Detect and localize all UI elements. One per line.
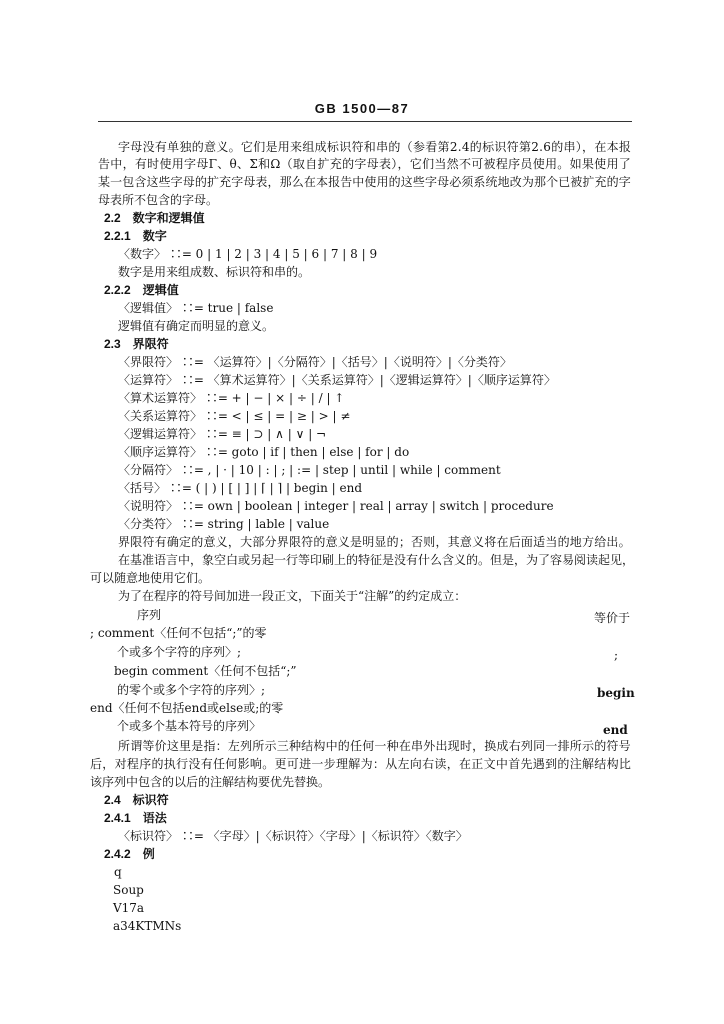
text-line: end〈任何不包括end或else或;的零 [90,701,284,715]
text-line: 告中，有时使用字母Γ、θ、Σ和Ω（取自扩充的字母表），它们当然不可被程序员使用。如果使用了 [98,157,632,171]
text-line: 后，对程序的执行没有任何影响。更可进一步理解为：从左向右读，在正文中首先遇到的注解结构比 [90,757,632,771]
text-line: 可以随意地使用它们。 [90,571,211,585]
text-line: 界限符有确定的意义，大部分界限符的意义是明显的；否则，其意义将在后面适当的地方给出。 [118,535,631,549]
text-line: 字母没有单独的意义。它们是用来组成标识符和串的（参看第2.4的标识符第2.6的串），在本报 [118,140,632,154]
header-rule [98,121,632,122]
text-line: 的零个或多个字符的序列〉; [117,683,266,697]
text-line: ; [614,648,619,662]
text-line: 〈分类符〉 ∷= string | lable | value [118,517,330,531]
text-line: 母表所不包含的字母。 [98,193,219,207]
text-line: 数字是用来组成数、标识符和串的。 [118,265,311,279]
text-line: a34KTMNs [113,919,182,933]
text-line: 〈顺序运算符〉 ∷= goto | if | then | else | for | do [118,445,410,459]
text-line: 〈逻辑值〉 ∷= true | false [118,301,274,315]
text-line: 为了在程序的符号间加进一段正文，下面关于“注解”的约定成立： [118,589,467,603]
text-line: begin [597,686,635,700]
section-heading: 2.4.1 语法 [104,811,167,825]
text-line: 序列 [137,608,162,622]
section-heading: 2.2 数字和逻辑值 [104,211,205,225]
text-line: 〈标识符〉 ∷= 〈字母〉|〈标识符〉〈字母〉|〈标识符〉〈数字〉 [118,829,468,843]
text-line: 〈关系运算符〉 ∷= < | ≤ | = | ≥ | > | ≠ [118,409,351,423]
text-line: 逻辑值有确定而明显的意义。 [118,319,275,333]
text-line: 〈算术运算符〉 ∷= + | − | × | ÷ | / | ↑ [118,391,345,405]
text-line: 个或多个基本符号的序列〉 [117,719,262,733]
text-line: V17a [113,901,145,915]
section-heading: 2.4 标识符 [104,793,169,807]
page-header: GB 1500—87 [314,101,410,116]
text-line: 某一包含这些字母的扩充字母表，那么在本报告中使用的这些字母必须系统地改为那个已被扩充的字 [98,175,631,189]
text-line: 〈括号〉 ∷= ( | ) | [ | ] | ⌈ | ⌉ | begin | end [118,481,363,495]
section-heading: 2.2.1 数字 [104,229,167,243]
text-line: 等价于 [594,611,631,625]
section-heading: 2.2.2 逻辑值 [104,283,179,297]
text-line: Soup [113,883,144,897]
text-line: 〈说明符〉 ∷= own | boolean | integer | real | array | switch | procedure [118,499,554,513]
text-line: 〈数字〉 ∷= 0 | 1 | 2 | 3 | 4 | 5 | 6 | 7 | 8 | 9 [118,247,378,261]
text-line: ; comment〈任何不包括“;”的零 [90,626,267,640]
text-line: 所谓等价这里是指：左列所示三种结构中的任何一种在串外出现时，换成右列同一排所示的符号 [118,739,631,753]
text-line: 该序列中包含的以后的注解结构要优先替换。 [90,775,331,789]
text-line: 〈逻辑运算符〉 ∷= ≡ | ⊃ | ∧ | ∨ | ¬ [118,427,327,441]
text-line: 个或多个字符的序列〉; [117,645,242,659]
text-line: end [603,723,628,737]
text-line: begin comment〈任何不包括“;” [114,664,297,678]
section-heading: 2.4.2 例 [104,847,155,861]
text-line: 〈分隔符〉 ∷= , | · | 10 | : | ; | := | step | until | while | comment [118,463,501,477]
section-heading: 2.3 界限符 [104,337,169,351]
text-line: 〈运算符〉 ∷= 〈算术运算符〉|〈关系运算符〉|〈逻辑运算符〉|〈顺序运算符〉 [118,373,556,387]
text-line: 〈界限符〉 ∷= 〈运算符〉|〈分隔符〉|〈括号〉|〈说明符〉|〈分类符〉 [118,355,512,369]
text-line: q [114,865,122,879]
text-line: 在基准语言中，象空白或另起一行等印刷上的特征是没有什么含义的。但是，为了容易阅读起见， [118,553,635,567]
